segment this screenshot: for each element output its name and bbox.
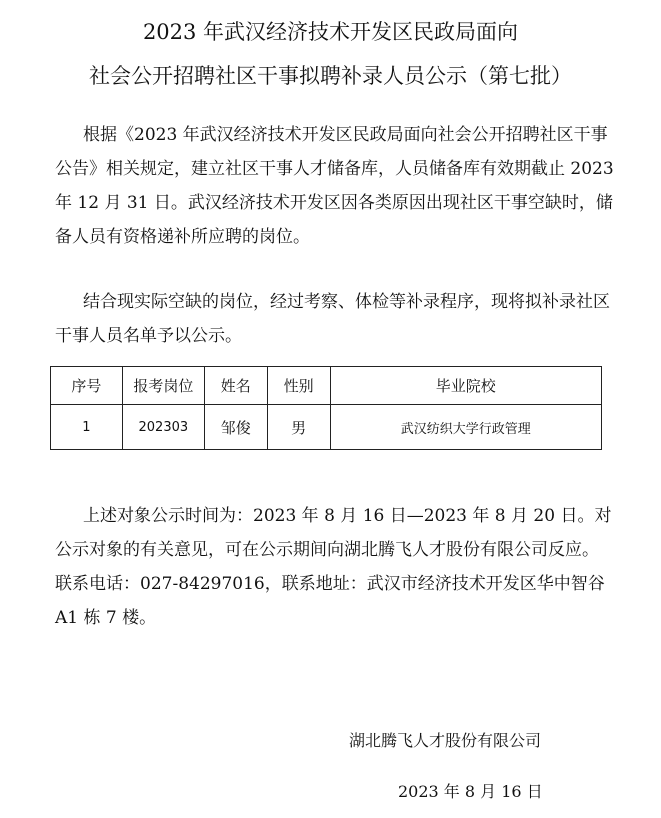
- paragraph-period: [55, 499, 615, 635]
- header-gender: 性别: [267, 367, 330, 405]
- title-line-1: 2023 年武汉经济技术开发区民政局面向: [142, 20, 519, 44]
- header-post: 报考岗位: [122, 367, 204, 405]
- table-row: [51, 405, 602, 450]
- title-line-2: 社会公开招聘社区干事拟聘补录人员公示（第七批）: [89, 64, 572, 88]
- table-header-row: [51, 367, 602, 405]
- header-school: 毕业院校: [330, 367, 601, 405]
- signature-date: 2023 年 8 月 16 日: [398, 782, 543, 801]
- cell-post: 202303: [122, 405, 204, 450]
- cell-name: 邹俊: [204, 405, 267, 450]
- cell-gender: 男: [267, 405, 330, 450]
- signature-org: 湖北腾飞人才股份有限公司: [349, 731, 542, 750]
- cell-no: 1: [51, 405, 123, 450]
- paragraph-procedure: [55, 285, 615, 353]
- candidate-table: [50, 366, 602, 450]
- cell-school: 武汉纺织大学行政管理: [330, 405, 601, 450]
- paragraph-period-text: 上述对象公示时间为：2023 年 8 月 16 日—2023 年 8 月 20 日。对公示对象的有关意见，可在公示期间向湖北腾飞人才股份有限公司反应。联系电话：027-84297016，联系地址：武汉市经济技术开发区华中智谷 A1 栋 7 楼。: [55, 506, 612, 628]
- paragraph-basis: [55, 118, 615, 254]
- header-no: 序号: [51, 367, 123, 405]
- paragraph-basis-text: 根据《2023 年武汉经济技术开发区民政局面向社会公开招聘社区干事公告》相关规定，建立社区干事人才储备库，人员储备库有效期截止 2023 年 12 月 31 日。武汉经济技术开发区因各类原因出现社区干事空缺时，储备人员有资格递补所应聘的岗位。: [55, 125, 614, 247]
- paragraph-procedure-text: 结合现实际空缺的岗位，经过考察、体检等补录程序，现将拟补录社区干事人员名单予以公示。: [55, 292, 610, 346]
- header-name: 姓名: [204, 367, 267, 405]
